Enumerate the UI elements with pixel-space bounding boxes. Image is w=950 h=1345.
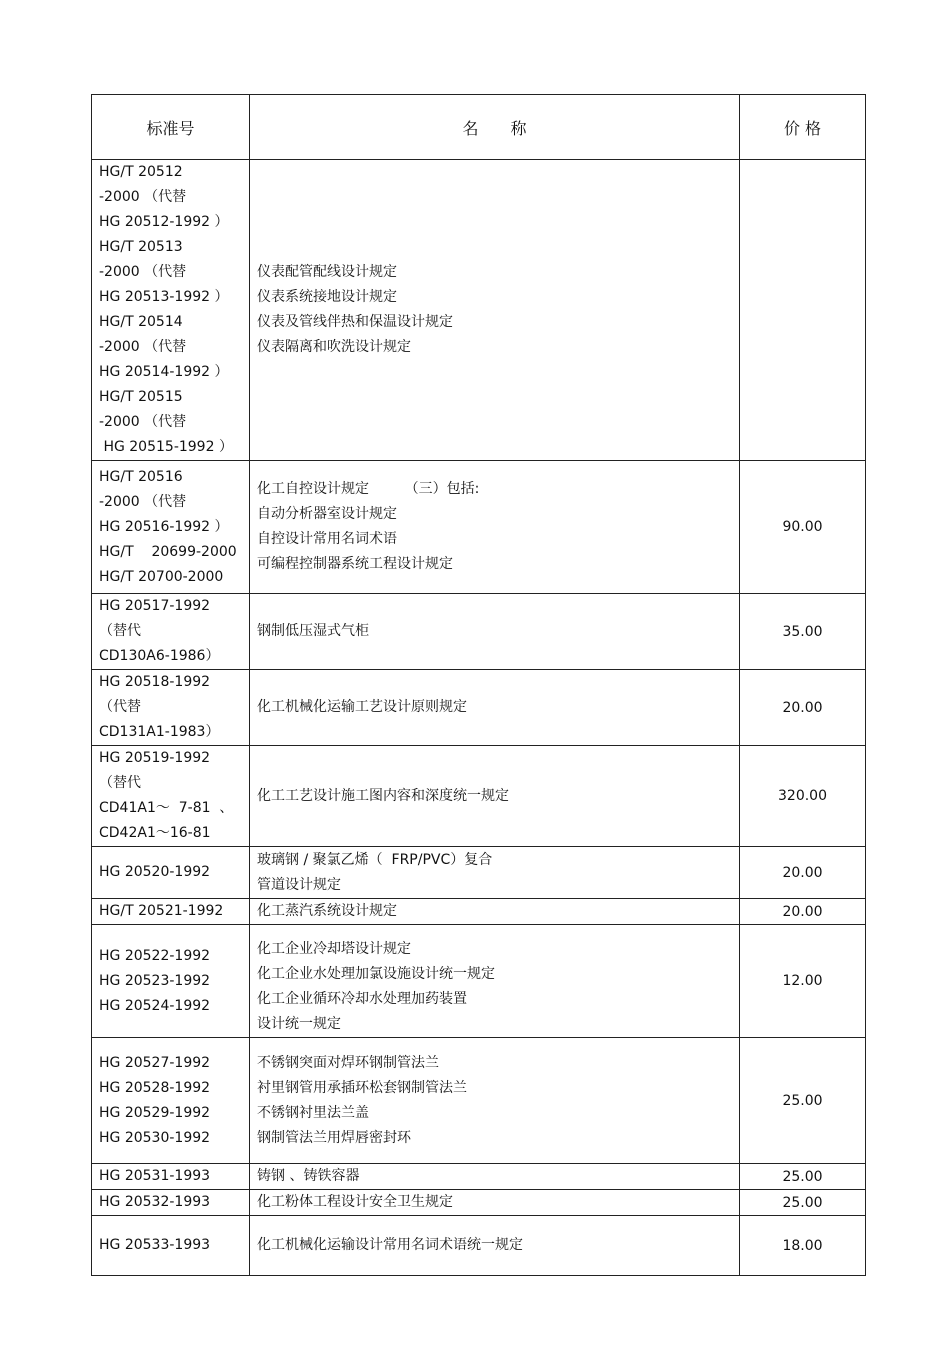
standard-number-cell-line: HG 20512-1992 ）: [99, 214, 229, 230]
standard-number-cell-line: HG 20513-1992 ）: [99, 289, 229, 305]
standard-name-cell-line: 自动分析器室设计规定: [257, 506, 397, 522]
standard-number-cell-line: HG/T 20516: [99, 468, 183, 485]
standard-number-cell-line: HG 20518-1992: [99, 674, 211, 690]
standard-number-cell-line: CD131A1-1983）: [99, 724, 220, 740]
price-cell: [740, 160, 866, 461]
table-row: [92, 1038, 866, 1164]
standard-name-cell-line: 化工蒸汽系统设计规定: [257, 903, 397, 919]
standard-number-cell-line: -2000 （代替: [99, 493, 187, 510]
standard-name-cell-line: 设计统一规定: [257, 1016, 341, 1032]
standard-name-cell-line: 仪表隔离和吹洗设计规定: [257, 339, 411, 355]
standards-price-table: [91, 94, 866, 1276]
standard-number-cell-line: （代替: [99, 699, 141, 715]
standard-number-cell: [92, 594, 250, 670]
standard-name-cell: [250, 1216, 740, 1276]
standard-number-cell: [92, 461, 250, 594]
table-row: [92, 1190, 866, 1216]
standard-number-cell-line: HG/T 20515: [99, 389, 183, 405]
standard-name-cell-line: 仪表配管配线设计规定: [257, 264, 397, 280]
table-row: [92, 160, 866, 461]
price-cell: 18.00: [740, 1216, 866, 1276]
standard-name-cell-line: 玻璃钢 / 聚氯乙烯（ FRP/PVC）复合: [257, 851, 493, 868]
standard-name-cell-line: 铸钢 、铸铁容器: [257, 1168, 360, 1184]
standard-name-cell: [250, 594, 740, 670]
standard-name-cell: [250, 670, 740, 746]
standard-number-cell-line: HG 20527-1992: [99, 1054, 211, 1071]
standard-name-cell-line: 化工机械化运输设计常用名词术语统一规定: [257, 1237, 523, 1253]
header-price: 价 格: [740, 95, 866, 160]
standard-name-cell: [250, 1164, 740, 1190]
standard-number-cell: [92, 847, 250, 899]
standard-number-cell-line: CD130A6-1986）: [99, 648, 220, 664]
standard-name-cell: [250, 746, 740, 847]
standard-number-cell-line: HG 20529-1992: [99, 1104, 211, 1121]
standard-number-cell-line: HG/T 20512: [99, 164, 183, 180]
standard-name-cell-line: 衬里钢管用承插环松套钢制管法兰: [257, 1079, 467, 1096]
table-body: [92, 160, 866, 1276]
standard-name-cell-line: 自控设计常用名词术语: [257, 531, 397, 547]
standard-name-cell-line: 可编程控制器系统工程设计规定: [257, 556, 453, 572]
standard-number-cell-line: （替代: [99, 623, 141, 639]
table-row: [92, 461, 866, 594]
standard-number-cell: [92, 899, 250, 925]
standard-name-cell-line: 化工企业循环冷却水处理加药装置: [257, 991, 467, 1007]
standard-number-cell-line: HG 20523-1992: [99, 972, 211, 989]
table-row: [92, 847, 866, 899]
standard-name-cell: [250, 925, 740, 1038]
standard-number-cell: [92, 1216, 250, 1276]
standard-number-cell-line: HG 20514-1992 ）: [99, 364, 229, 380]
standard-name-cell-line: 仪表系统接地设计规定: [257, 289, 397, 305]
standard-name-cell-line: 化工机械化运输工艺设计原则规定: [257, 699, 467, 715]
standard-number-cell-line: HG 20530-1992: [99, 1129, 211, 1146]
price-cell: 35.00: [740, 594, 866, 670]
standard-name-cell-line: 化工粉体工程设计安全卫生规定: [257, 1194, 453, 1210]
standard-number-cell-line: CD41A1～ 7-81 、: [99, 800, 234, 816]
standard-number-cell-line: HG 20522-1992: [99, 947, 211, 964]
price-cell: 20.00: [740, 670, 866, 746]
standard-number-cell-line: HG/T 20513: [99, 239, 183, 255]
standard-name-cell-line: 化工企业冷却塔设计规定: [257, 941, 411, 957]
standard-number-cell: [92, 746, 250, 847]
standard-number-cell-line: HG 20533-1993: [99, 1237, 211, 1253]
standard-name-cell: [250, 1038, 740, 1164]
price-cell: 12.00: [740, 925, 866, 1038]
standard-number-cell-line: HG 20520-1992: [99, 864, 211, 880]
price-cell: 25.00: [740, 1038, 866, 1164]
standard-number-cell-line: HG 20524-1992: [99, 997, 211, 1014]
standard-number-cell: [92, 670, 250, 746]
table-row: [92, 1216, 866, 1276]
standard-number-cell: [92, 1164, 250, 1190]
standard-number-cell: [92, 1038, 250, 1164]
table-header-row: [92, 95, 866, 160]
table-row: [92, 899, 866, 925]
standard-number-cell-line: -2000 （代替: [99, 339, 187, 355]
table-row: [92, 925, 866, 1038]
standard-number-cell: [92, 925, 250, 1038]
standard-name-cell-line: 化工工艺设计施工图内容和深度统一规定: [257, 787, 509, 804]
standard-number-cell-line: HG/T 20514: [99, 314, 183, 330]
standard-number-cell-line: HG 20517-1992: [99, 598, 211, 614]
standard-name-cell: [250, 899, 740, 925]
standard-name-cell-line: 钢制管法兰用焊唇密封环: [257, 1129, 411, 1146]
table-row: [92, 746, 866, 847]
price-cell: 20.00: [740, 847, 866, 899]
standard-number-cell-line: HG 20515-1992 ）: [99, 439, 233, 455]
table-row: [92, 594, 866, 670]
standard-number-cell-line: HG 20532-1993: [99, 1194, 211, 1210]
header-standard-number: 标准号: [92, 95, 250, 160]
standard-number-cell-line: -2000 （代替: [99, 264, 187, 280]
standard-name-cell: [250, 1190, 740, 1216]
table-row: [92, 1164, 866, 1190]
standard-name-cell: [250, 847, 740, 899]
standard-name-cell-line: 仪表及管线伴热和保温设计规定: [257, 314, 453, 330]
price-cell: 320.00: [740, 746, 866, 847]
standard-name-cell: [250, 461, 740, 594]
standard-name-cell: [250, 160, 740, 461]
standard-number-cell: [92, 1190, 250, 1216]
standard-number-cell-line: CD42A1～16-81: [99, 825, 211, 841]
standard-number-cell-line: HG 20528-1992: [99, 1079, 211, 1096]
table-row: [92, 670, 866, 746]
price-cell: 90.00: [740, 461, 866, 594]
header-name: 名 称: [250, 95, 740, 160]
standard-number-cell-line: HG/T 20699-2000: [99, 543, 237, 560]
standard-name-cell-line: 管道设计规定: [257, 876, 341, 893]
standard-number-cell-line: HG 20516-1992 ）: [99, 518, 229, 535]
standard-name-cell-line: 不锈钢突面对焊环钢制管法兰: [257, 1054, 439, 1071]
standard-number-cell-line: -2000 （代替: [99, 189, 187, 205]
price-cell: 20.00: [740, 899, 866, 925]
standard-number-cell-line: HG/T 20521-1992: [99, 903, 224, 919]
standard-name-cell-line: 化工自控设计规定 （三）包括:: [257, 481, 480, 497]
price-cell: 25.00: [740, 1190, 866, 1216]
standard-name-cell-line: 化工企业水处理加氯设施设计统一规定: [257, 966, 495, 982]
standard-name-cell-line: 钢制低压湿式气柜: [257, 623, 369, 639]
standard-name-cell-line: 不锈钢衬里法兰盖: [257, 1104, 369, 1121]
price-cell: 25.00: [740, 1164, 866, 1190]
standard-number-cell-line: HG 20531-1993: [99, 1168, 211, 1184]
standard-number-cell-line: （替代: [99, 775, 141, 791]
standard-number-cell-line: HG 20519-1992: [99, 750, 211, 766]
standard-number-cell: [92, 160, 250, 461]
standard-number-cell-line: -2000 （代替: [99, 414, 187, 430]
standard-number-cell-line: HG/T 20700-2000: [99, 568, 224, 585]
